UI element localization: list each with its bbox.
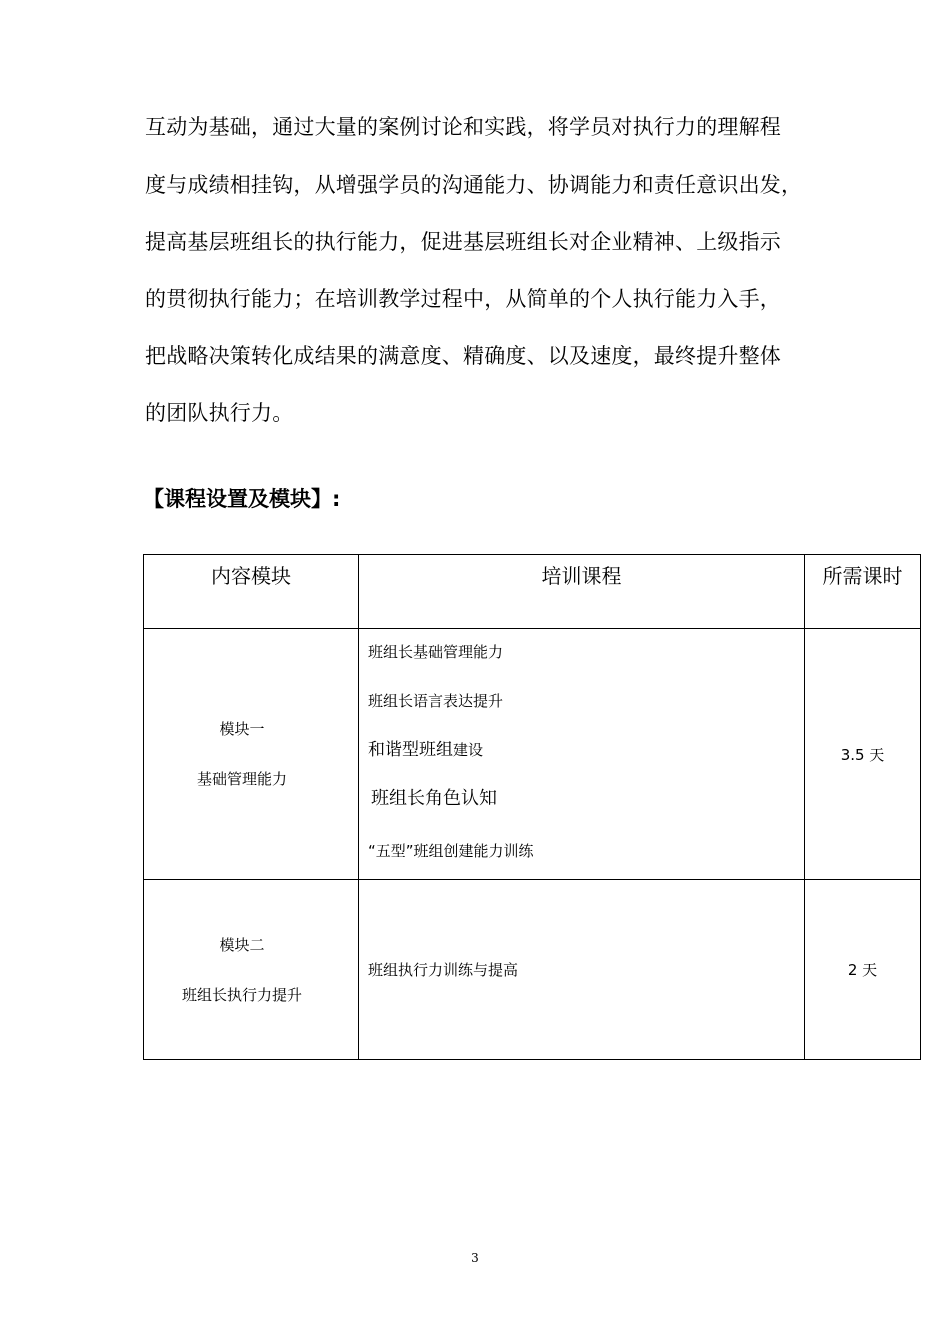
module-cell bbox=[144, 880, 359, 1060]
paragraph-line: 的贯彻执行能力；在培训教学过程中，从简单的个人执行能力入手， bbox=[145, 287, 781, 311]
paragraph-line: 把战略决策转化成结果的满意度、精确度、以及速度，最终提升整体 bbox=[145, 344, 781, 368]
course-item-part: 建设 bbox=[453, 741, 484, 759]
paragraph-line: 互动为基础，通过大量的案例讨论和实践，将学员对执行力的理解程 bbox=[145, 115, 781, 139]
module-title: 基础管理能力 bbox=[196, 770, 287, 788]
header-module: 内容模块 bbox=[144, 555, 359, 629]
module-name: 模块二 bbox=[219, 935, 265, 954]
paragraph-line: 的团队执行力。 bbox=[145, 401, 294, 425]
module-cell bbox=[144, 629, 359, 880]
course-cell bbox=[359, 629, 805, 880]
course-table bbox=[143, 554, 921, 1060]
hours-cell: 3.5 天 bbox=[805, 629, 921, 880]
table-row bbox=[144, 629, 921, 880]
course-item bbox=[368, 739, 804, 787]
table-row bbox=[144, 880, 921, 1060]
course-item-part: 和谐型班组 bbox=[368, 740, 453, 760]
hours-cell: 2 天 bbox=[805, 880, 921, 1060]
course-item: 班组长角色认知 bbox=[371, 788, 497, 809]
paragraph-line: 度与成绩相挂钩，从增强学员的沟通能力、协调能力和责任意识出发， bbox=[145, 173, 803, 197]
course-item: 班组长语言表达提升 bbox=[368, 692, 504, 710]
course-cell: 班组执行力训练与提高 bbox=[359, 880, 805, 1060]
page-number: 3 bbox=[471, 1251, 479, 1265]
paragraph-line: 提高基层班组长的执行能力，促进基层班组长对企业精神、上级指示 bbox=[145, 230, 781, 254]
course-item: 班组长基础管理能力 bbox=[368, 643, 504, 661]
section-heading: 【课程设置及模块】: bbox=[143, 487, 341, 511]
module-name: 模块一 bbox=[219, 720, 265, 738]
header-hours: 所需课时 bbox=[805, 555, 921, 629]
header-course: 培训课程 bbox=[359, 555, 805, 629]
module-title: 班组长执行力提升 bbox=[181, 985, 302, 1004]
course-item: “五型”班组创建能力训练 bbox=[368, 842, 534, 860]
table-header-row bbox=[144, 555, 921, 629]
